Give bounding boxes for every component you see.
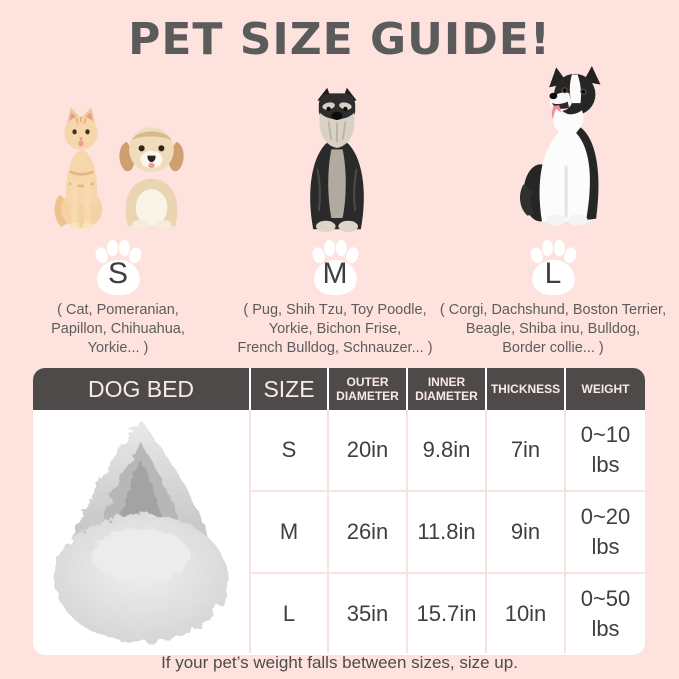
page-title: PET SIZE GUIDE! <box>128 14 551 65</box>
table-header-inner-diameter: INNER DIAMETER <box>408 368 485 410</box>
breeds-list-s <box>8 301 228 358</box>
weight-value: 0~50 lbs <box>580 585 631 641</box>
paw-badge-l <box>524 239 582 297</box>
row-m-weight <box>566 492 645 572</box>
table-header-row <box>33 368 645 410</box>
border-collie-illustration <box>512 66 619 230</box>
row-m-outer-diameter: 26in <box>329 492 406 572</box>
size-chart-table <box>33 368 645 655</box>
breeds-line: ( Pug, Shih Tzu, Toy Poodle, <box>243 302 427 318</box>
breeds-line: French Bulldog, Schnauzer... ) <box>237 340 433 356</box>
breeds-line: Border collie... ) <box>502 340 604 356</box>
row-m-size: M <box>251 492 327 572</box>
breeds-line: Yorkie, Bichon Frise, <box>268 321 402 337</box>
breeds-line: ( Corgi, Dachshund, Boston Terrier, <box>439 302 667 318</box>
puppy-photo <box>112 118 191 230</box>
row-l-weight <box>566 574 645 653</box>
breeds-list-l <box>433 301 673 358</box>
schnauzer-illustration <box>295 85 379 232</box>
row-l-inner-diameter: 15.7in <box>408 574 485 653</box>
border-collie-photo <box>512 66 619 230</box>
table-header-dog-bed: DOG BED <box>33 368 249 410</box>
breeds-line: Yorkie... ) <box>87 340 149 356</box>
size-letter-s: S <box>107 257 128 290</box>
row-s-size: S <box>251 410 327 490</box>
row-l-outer-diameter: 35in <box>329 574 406 653</box>
breeds-line: ( Cat, Pomeranian, <box>57 302 179 318</box>
paw-badge-m <box>306 239 364 297</box>
paw-badge-s <box>89 239 147 297</box>
row-l-size: L <box>251 574 327 653</box>
size-letter-l: L <box>544 257 562 290</box>
breeds-list-m <box>220 301 450 358</box>
row-s-weight <box>566 410 645 490</box>
table-header-outer-diameter: OUTER DIAMETER <box>329 368 406 410</box>
weight-value: 0~20 lbs <box>580 504 631 559</box>
dog-bed-photo-cell <box>33 410 249 653</box>
cat-illustration <box>52 107 110 230</box>
puppy-illustration <box>112 118 191 230</box>
table-header-thickness: THICKNESS <box>487 368 564 410</box>
row-m-thickness: 9in <box>487 492 564 572</box>
row-s-thickness: 7in <box>487 410 564 490</box>
table-header-weight: WEIGHT <box>566 368 645 410</box>
size-letter-m: M <box>322 257 348 290</box>
row-s-inner-diameter: 9.8in <box>408 410 485 490</box>
row-l-thickness: 10in <box>487 574 564 653</box>
weight-value: 0~10 lbs <box>580 422 631 477</box>
sizing-note: If your pet’s weight falls between sizes, size up. <box>161 653 518 672</box>
table-body <box>33 410 645 653</box>
row-s-outer-diameter: 20in <box>329 410 406 490</box>
table-header-size: SIZE <box>251 368 327 410</box>
dog-bed-illustration <box>42 414 240 650</box>
schnauzer-photo <box>295 85 379 232</box>
breeds-line: Papillon, Chihuahua, <box>51 321 185 337</box>
row-m-inner-diameter: 11.8in <box>408 492 485 572</box>
cat-photo <box>52 107 110 230</box>
breeds-line: Beagle, Shiba inu, Bulldog, <box>465 321 641 337</box>
